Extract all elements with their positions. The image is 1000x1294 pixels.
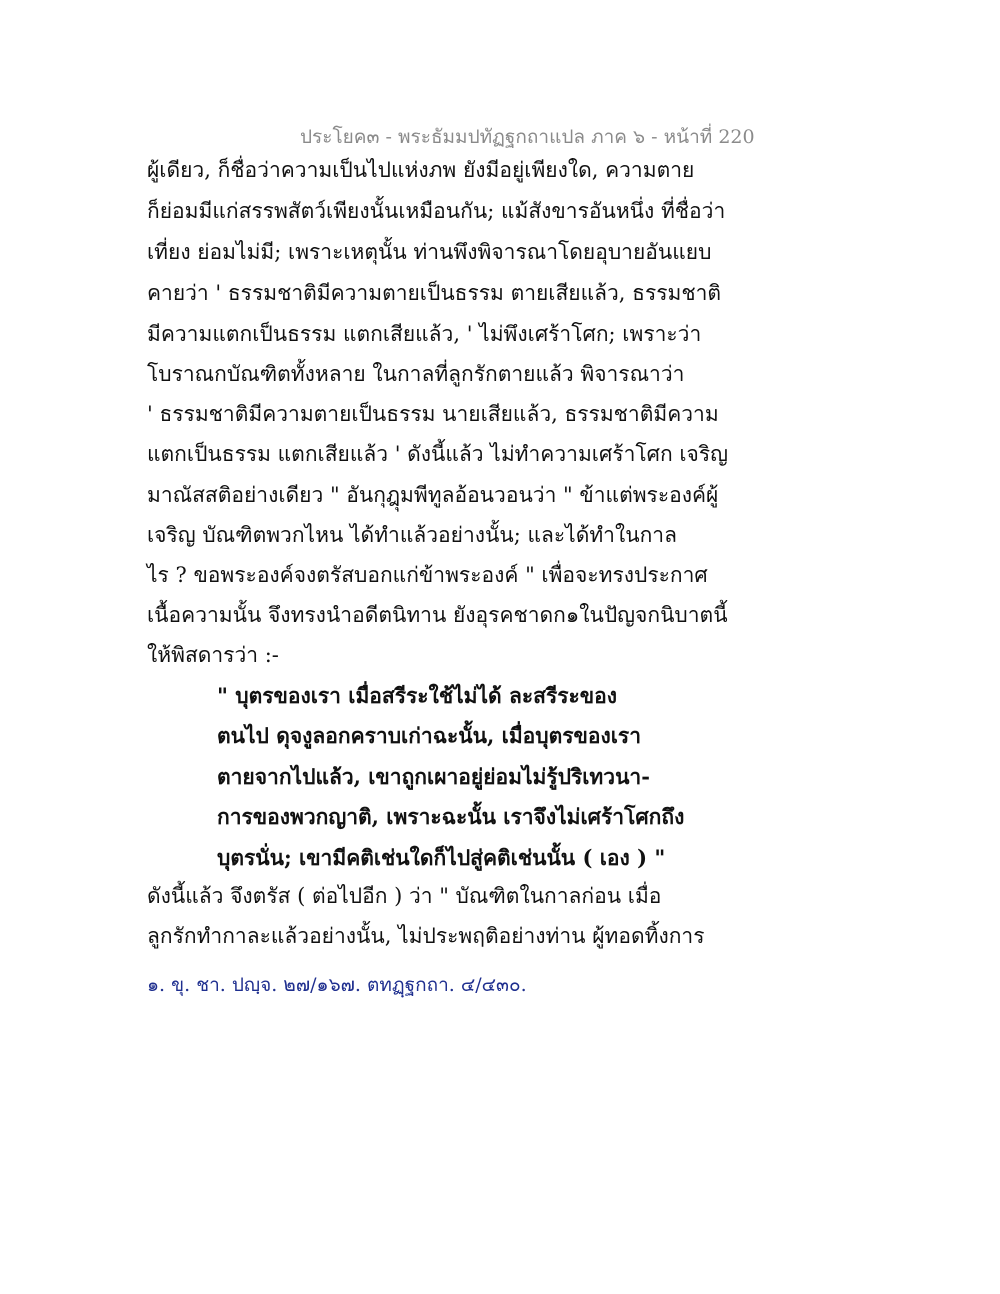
verse-line-2: ตนไป ดุจงูลอกคราบเก่าฉะนั้น, เมื่อบุตรของเรา [217, 723, 641, 748]
body-line-5: มีความแตกเป็นธรรม แตกเสียแล้ว, ' ไม่พึงเศร้าโศก; เพราะว่า [147, 322, 702, 346]
running-header: ประโยค๓ - พระธัมมปทัฏฐกถาแปล ภาค ๖ - หน้าที่ 220 [300, 126, 755, 148]
body-line-14: ดังนี้แล้ว จึงตรัส ( ต่อไปอีก ) ว่า " บัณฑิตในกาลก่อน เมื่อ [147, 884, 662, 908]
body-line-7: ' ธรรมชาติมีความตายเป็นธรรม นายเสียแล้ว, ธรรมชาติมีความ [147, 402, 719, 426]
body-line-8: แตกเป็นธรรม แตกเสียแล้ว ' ดังนี้แล้ว ไม่ทำความเศร้าโศก เจริญ [147, 442, 729, 466]
body-line-2: ก็ย่อมมีแก่สรรพสัตว์เพียงนั้นเหมือนกัน; แม้สังขารอันหนึ่ง ที่ชื่อว่า [147, 199, 726, 223]
body-line-6: โบราณกบัณฑิตทั้งหลาย ในกาลที่ลูกรักตายแล้ว พิจารณาว่า [147, 362, 685, 386]
body-line-10: เจริญ บัณฑิตพวกไหน ได้ทำแล้วอย่างนั้น; และได้ทำในกาล [147, 523, 677, 547]
body-line-11: ไร ? ขอพระองค์จงตรัสบอกแก่ข้าพระองค์ " เพื่อจะทรงประกาศ [147, 563, 708, 587]
verse-line-5: บุตรนั่น; เขามีคติเช่นใดก็ไปสู่คติเช่นนั้น ( เอง ) " [217, 845, 666, 870]
footnote: ๑. ขุ. ชา. ปญฺจ. ๒๗/๑๖๗. ตทฏฺฐกถา. ๔/๔๓๐. [147, 974, 527, 996]
body-line-15: ลูกรักทำกาละแล้วอย่างนั้น, ไม่ประพฤติอย่างท่าน ผู้ทอดทิ้งการ [147, 924, 705, 948]
body-line-4: คายว่า ' ธรรมชาติมีความตายเป็นธรรม ตายเสียแล้ว, ธรรมชาติ [147, 281, 722, 305]
body-line-1: ผู้เดียว, ก็ชื่อว่าความเป็นไปแห่งภพ ยังมีอยู่เพียงใด, ความตาย [147, 158, 695, 182]
verse-line-4: การของพวกญาติ, เพราะฉะนั้น เราจึงไม่เศร้าโศกถึง [217, 804, 685, 829]
body-line-9: มาณัสสติอย่างเดียว " อันกุฎุมพีทูลอ้อนวอนว่า " ข้าแต่พระองค์ผู้ [147, 483, 719, 507]
body-line-12: เนื้อความนั้น จึงทรงนำอดีตนิทาน ยังอุรคชาดก๑ในปัญจกนิบาตนี้ [147, 603, 728, 627]
body-line-13: ให้พิสดารว่า :- [147, 643, 279, 667]
verse-line-1: " บุตรของเรา เมื่อสรีระใช้ไม่ได้ ละสรีระของ [217, 683, 618, 708]
verse-line-3: ตายจากไปแล้ว, เขาถูกเผาอยู่ย่อมไม่รู้ปริเทวนา- [217, 764, 650, 789]
body-line-3: เที่ยง ย่อมไม่มี; เพราะเหตุนั้น ท่านพึงพิจารณาโดยอุบายอันแยบ [147, 240, 712, 264]
